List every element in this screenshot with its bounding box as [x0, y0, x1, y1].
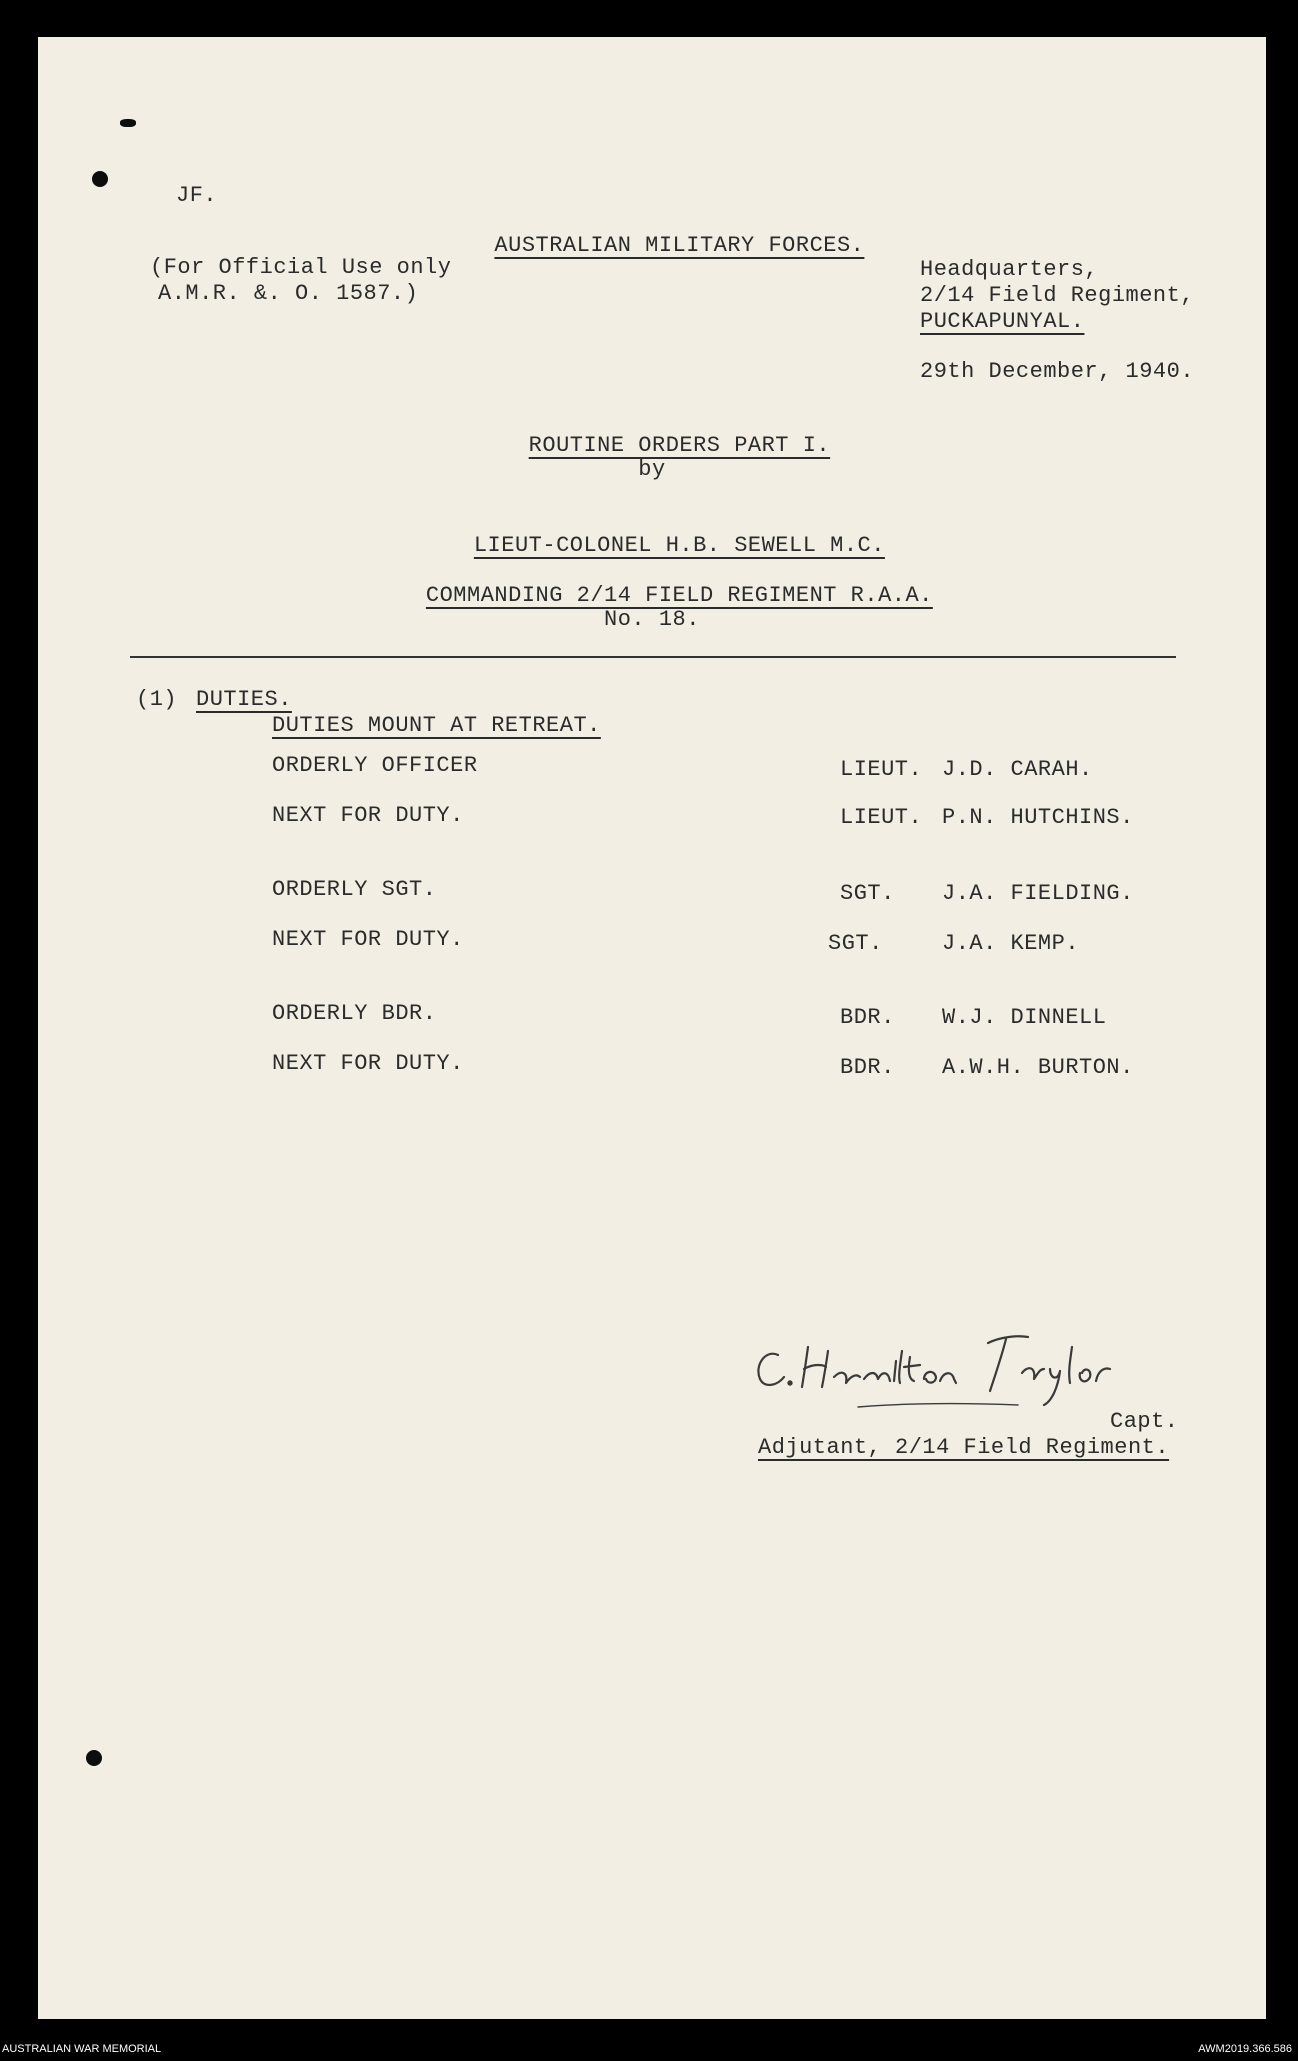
duty-role: ORDERLY BDR.: [272, 1001, 437, 1026]
hq-line3: PUCKAPUNYAL.: [920, 309, 1085, 334]
duty-name: J.A. FIELDING.: [942, 881, 1134, 906]
punch-hole-upper: [92, 171, 108, 187]
handwritten-signature: [738, 1307, 1168, 1417]
duty-name: J.A. KEMP.: [942, 931, 1080, 956]
hq-line2: 2/14 Field Regiment,: [920, 283, 1195, 308]
duty-name: A.W.H. BURTON.: [942, 1055, 1134, 1080]
title-text: AUSTRALIAN MILITARY FORCES.: [494, 233, 865, 258]
duty-role: ORDERLY OFFICER: [272, 753, 478, 778]
duty-name: W.J. DINNELL: [942, 1005, 1107, 1030]
section-divider: [130, 656, 1176, 658]
section-heading: DUTIES.: [196, 687, 292, 712]
signatory-position: Adjutant, 2/14 Field Regiment.: [758, 1435, 1170, 1460]
punch-hole-lower: [86, 1750, 102, 1766]
duty-rank: LIEUT.: [840, 805, 923, 830]
duty-rank: BDR.: [840, 1055, 895, 1080]
orders-by: by: [638, 457, 666, 482]
duty-role: ORDERLY SGT.: [272, 877, 437, 902]
duty-name: J.D. CARAH.: [942, 757, 1093, 782]
commanding-unit: COMMANDING 2/14 FIELD REGIMENT R.A.A.: [425, 583, 933, 608]
initials: JF.: [176, 183, 218, 208]
document-date: 29th December, 1940.: [920, 359, 1195, 384]
duty-name: P.N. HUTCHINS.: [942, 805, 1134, 830]
archive-institution: AUSTRALIAN WAR MEMORIAL: [2, 2043, 162, 2055]
section-number: (1): [136, 687, 178, 712]
orders-number: No. 18.: [604, 607, 700, 632]
orders-title: ROUTINE ORDERS PART I.: [528, 433, 831, 458]
duty-rank: SGT.: [840, 881, 895, 906]
official-use-line2: A.M.R. &. O. 1587.): [158, 281, 419, 306]
duty-role: NEXT FOR DUTY.: [272, 927, 464, 952]
duty-rank: SGT.: [828, 931, 883, 956]
document-page: [38, 37, 1266, 2019]
duty-rank: LIEUT.: [840, 757, 923, 782]
duty-role: NEXT FOR DUTY.: [272, 1051, 464, 1076]
archive-reference: AWM2019.366.586: [1198, 2043, 1292, 2055]
official-use-line1: (For Official Use only: [150, 255, 452, 280]
duty-role: NEXT FOR DUTY.: [272, 803, 464, 828]
commander-name: LIEUT-COLONEL H.B. SEWELL M.C.: [473, 533, 885, 558]
hq-line1: Headquarters,: [920, 257, 1099, 282]
duty-rank: BDR.: [840, 1005, 895, 1030]
signatory-rank: Capt.: [1110, 1409, 1179, 1434]
punch-mark-top: [120, 119, 136, 127]
section-subheading: DUTIES MOUNT AT RETREAT.: [272, 713, 601, 738]
